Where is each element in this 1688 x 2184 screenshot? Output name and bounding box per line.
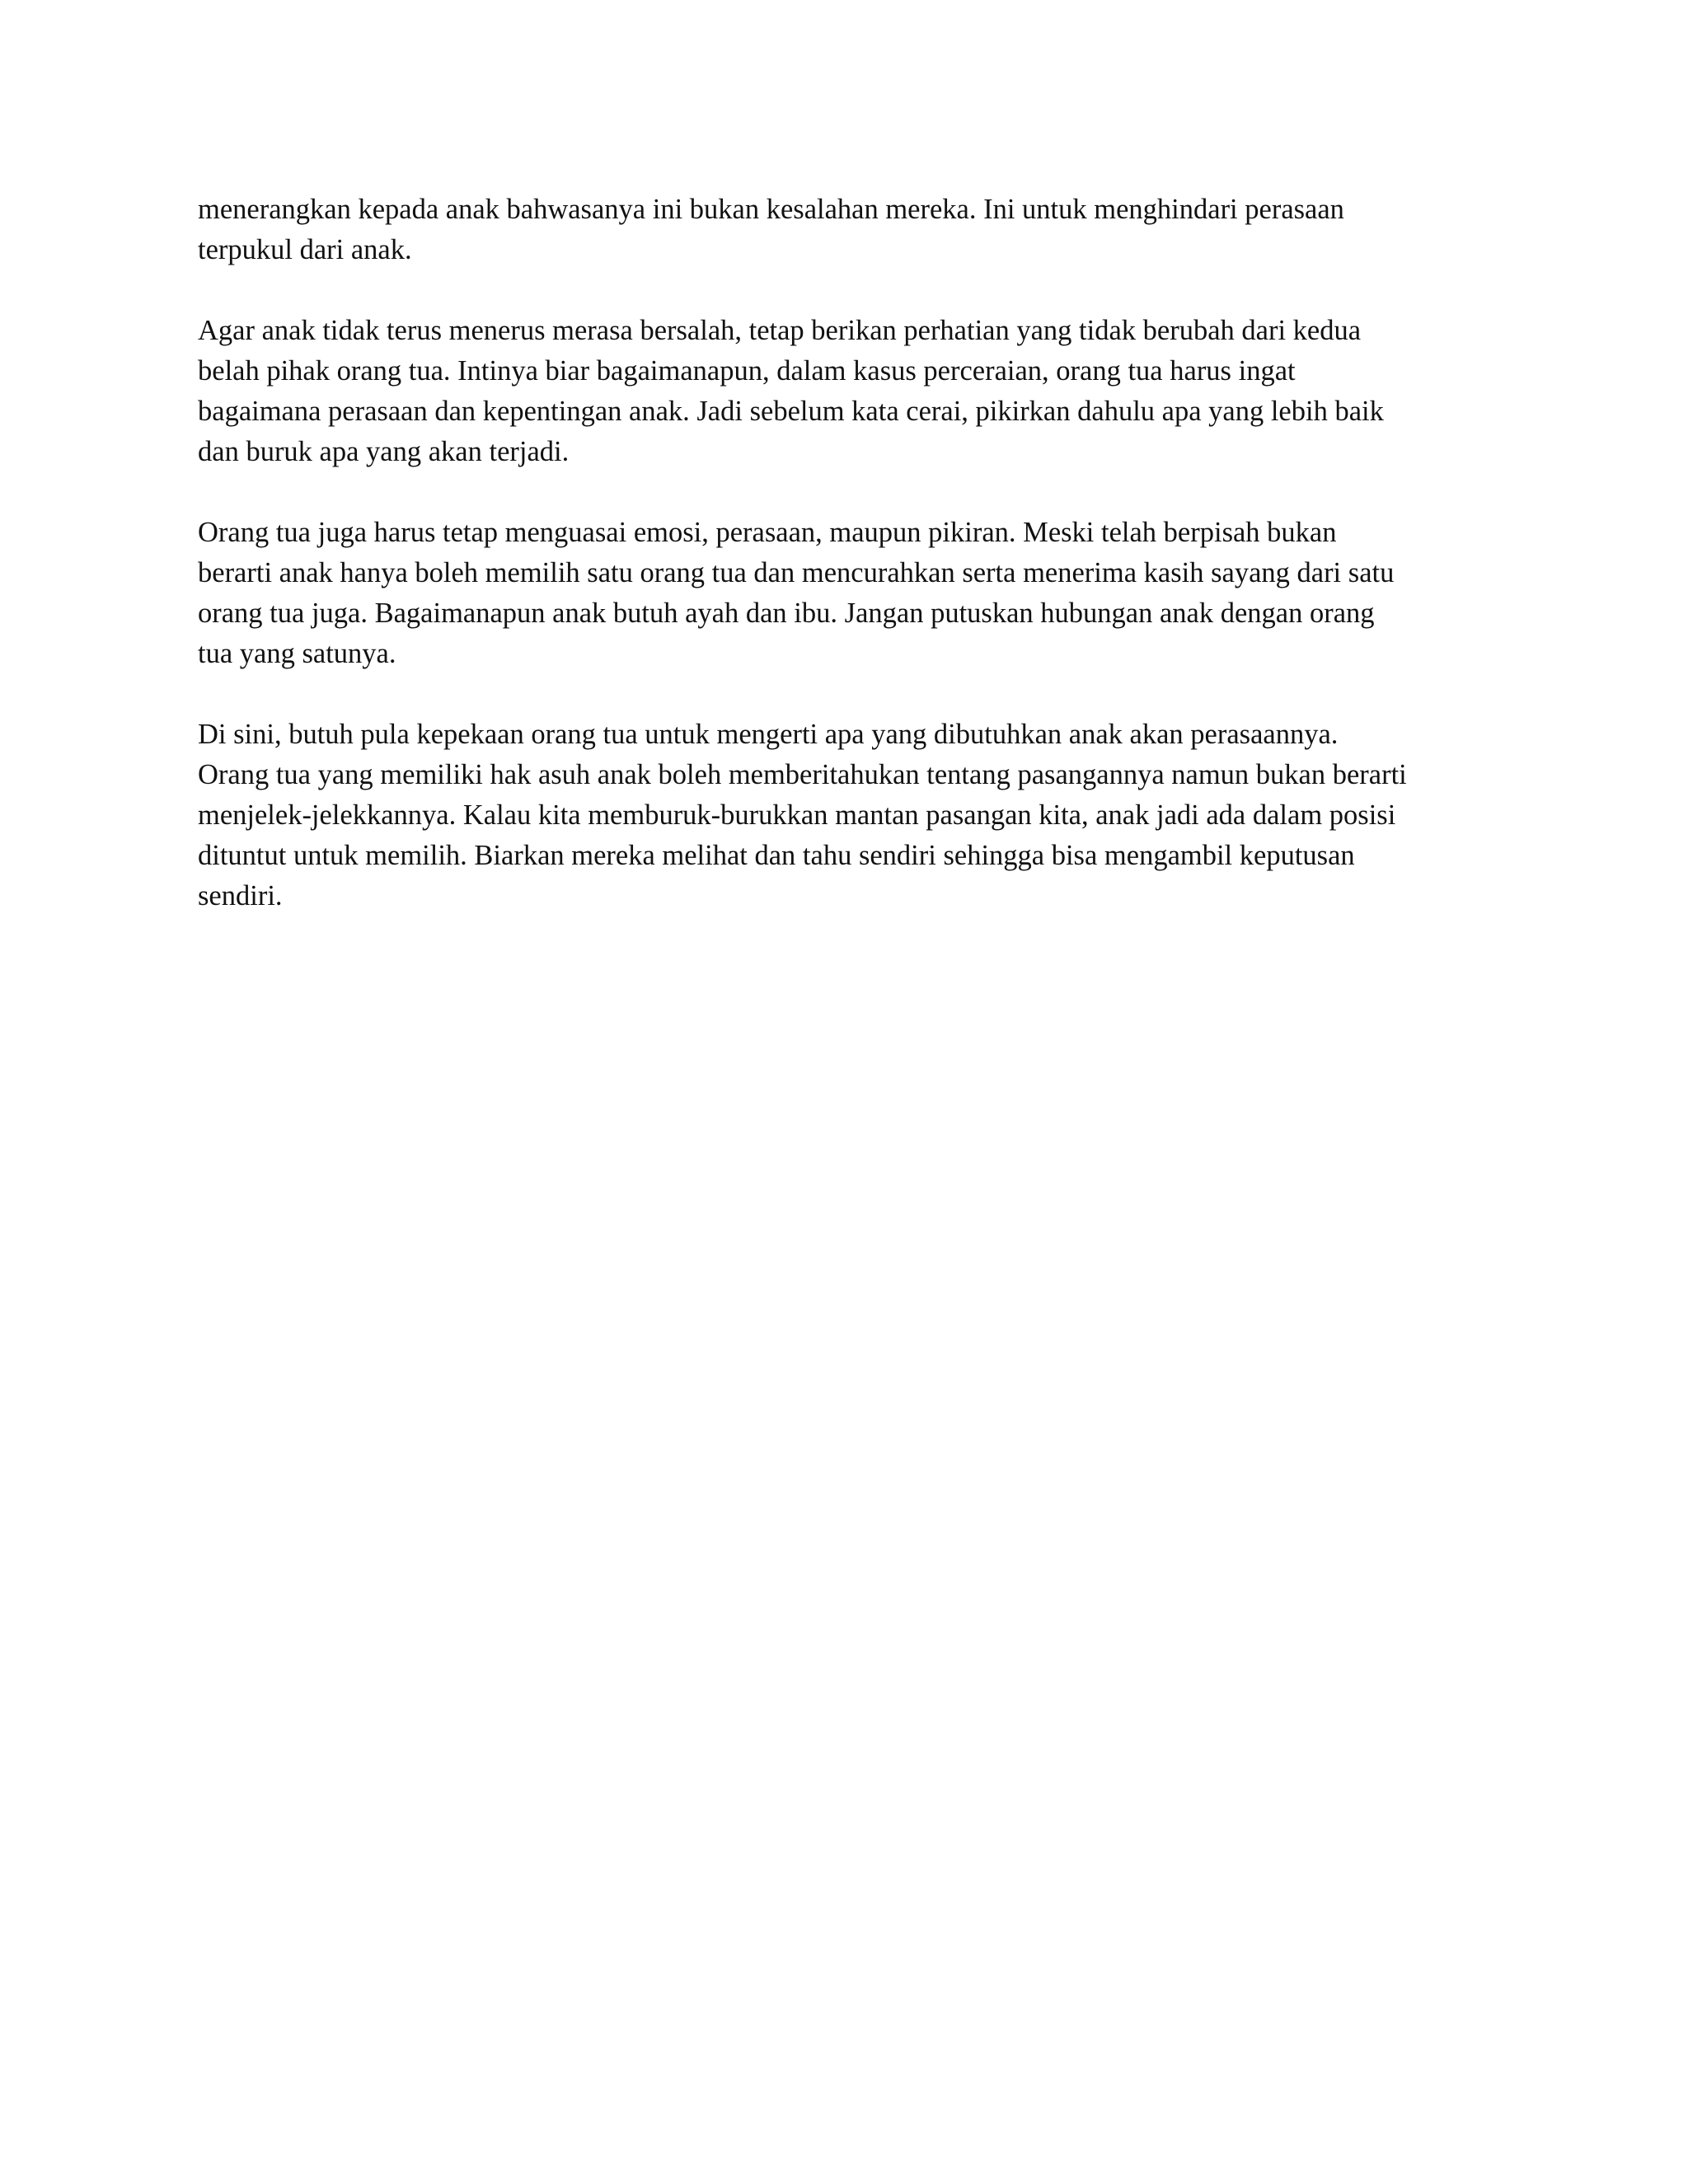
text-line: Orang tua juga harus tetap menguasai emosi, perasaan, maupun pikiran. Meski telah berpisah bukan bbox=[198, 517, 1337, 548]
paragraph-4 bbox=[198, 715, 1517, 916]
text-line: dituntut untuk memilih. Biarkan mereka melihat dan tahu sendiri sehingga bisa mengambil keputusan bbox=[198, 840, 1355, 871]
text-line: Agar anak tidak terus menerus merasa bersalah, tetap berikan perhatian yang tidak berubah dari kedua bbox=[198, 315, 1362, 346]
text-line: belah pihak orang tua. Intinya biar bagaimanapun, dalam kasus perceraian, orang tua harus ingat bbox=[198, 355, 1296, 387]
paragraph-3 bbox=[198, 513, 1517, 674]
text-line: sendiri. bbox=[198, 880, 283, 912]
text-line: orang tua juga. Bagaimanapun anak butuh ayah dan ibu. Jangan putuskan hubungan anak dengan orang bbox=[198, 598, 1375, 629]
text-line: menerangkan kepada anak bahwasanya ini bukan kesalahan mereka. Ini untuk menghindari perasaan bbox=[198, 194, 1344, 225]
text-line: terpukul dari anak. bbox=[198, 234, 412, 265]
text-line: menjelek-jelekkannya. Kalau kita memburuk-burukkan mantan pasangan kita, anak jadi ada dalam posisi bbox=[198, 799, 1396, 831]
text-line: berarti anak hanya boleh memilih satu orang tua dan mencurahkan serta menerima kasih sayang dari satu bbox=[198, 557, 1395, 588]
text-line: tua yang satunya. bbox=[198, 638, 396, 669]
text-line: Di sini, butuh pula kepekaan orang tua untuk mengerti apa yang dibutuhkan anak akan perasaannya. bbox=[198, 719, 1339, 750]
paragraph-2 bbox=[198, 311, 1517, 472]
text-line: dan buruk apa yang akan terjadi. bbox=[198, 436, 570, 467]
paragraph-1 bbox=[198, 190, 1517, 270]
body-text bbox=[198, 190, 1517, 957]
text-line: Orang tua yang memiliki hak asuh anak boleh memberitahukan tentang pasangannya namun bukan berarti bbox=[198, 759, 1407, 790]
text-line: bagaimana perasaan dan kepentingan anak. Jadi sebelum kata cerai, pikirkan dahulu apa yang lebih baik bbox=[198, 396, 1384, 427]
